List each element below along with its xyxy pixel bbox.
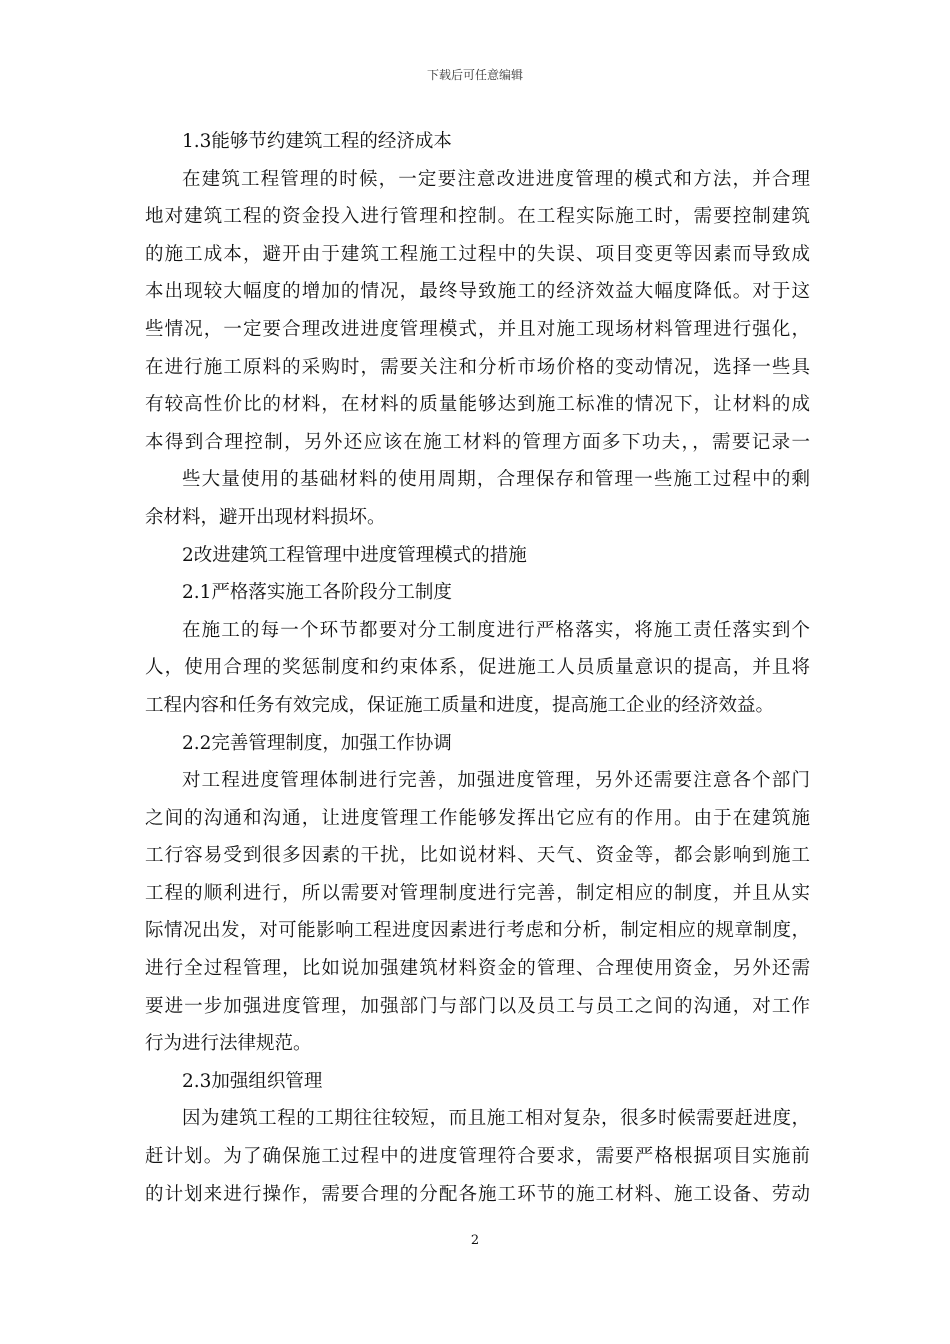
section-heading-1-3: 1.3能够节约建筑工程的经济成本 — [182, 131, 452, 152]
page-header: 下载后可任意编辑 — [426, 68, 523, 82]
paragraph-line: 有较高性价比的材料，在材料的质量能够达到施工标准的情况下，让材料的成 — [145, 394, 810, 416]
paragraph-line: 进行全过程管理，比如说加强建筑材料资金的管理、合理使用资金，另外还需 — [145, 958, 810, 980]
paragraph-line: 的施工成本，避开由于建筑工程施工过程中的失误、项目变更等因素而导致成 — [145, 243, 810, 265]
paragraph-line: 地对建筑工程的资金投入进行管理和控制。在工程实际施工时，需要控制建筑 — [145, 206, 810, 228]
paragraph-line: 些情况，一定要合理改进进度管理模式，并且对施工现场材料管理进行强化， — [145, 318, 810, 340]
paragraph-line: 工行容易受到很多因素的干扰，比如说材料、天气、资金等，都会影响到施工 — [145, 845, 810, 867]
paragraph-line: 人，使用合理的奖惩制度和约束体系，促进施工人员质量意识的提高，并且将 — [145, 657, 810, 679]
paragraph-line: 要进一步加强进度管理，加强部门与部门以及员工与员工之间的沟通，对工作 — [145, 995, 810, 1017]
section-heading-2-3: 2.3加强组织管理 — [182, 1070, 323, 1092]
paragraph-line: 因为建筑工程的工期往往较短，而且施工相对复杂，很多时候需要赶进度， — [182, 1108, 810, 1130]
paragraph-line: 在建筑工程管理的时候，一定要注意改进进度管理的模式和方法，并合理 — [182, 168, 810, 190]
section-heading-2: 2改进建筑工程管理中进度管理模式的措施 — [182, 544, 527, 566]
section-heading-2-2: 2.2完善管理制度，加强工作协调 — [182, 732, 452, 754]
paragraph-line: 本得到合理控制，另外还应该在施工材料的管理方面多下功夫，，需要记录一 — [145, 431, 810, 453]
paragraph-line: 本出现较大幅度的增加的情况，最终导致施工的经济效益大幅度降低。对于这 — [145, 281, 810, 303]
paragraph-line: 在进行施工原料的采购时，需要关注和分析市场价格的变动情况，选择一些具 — [145, 356, 810, 378]
paragraph-line: 工程内容和任务有效完成，保证施工质量和进度，提高施工企业的经济效益。 — [145, 694, 775, 716]
paragraph-line: 赶计划。为了确保施工过程中的进度管理符合要求，需要严格根据项目实施前 — [145, 1146, 810, 1168]
paragraph-line: 工程的顺利进行，所以需要对管理制度进行完善，制定相应的制度，并且从实 — [145, 882, 810, 904]
section-heading-2-1: 2.1严格落实施工各阶段分工制度 — [182, 582, 452, 604]
page-number: 2 — [470, 1233, 480, 1248]
paragraph-line: 对工程进度管理体制进行完善，加强进度管理，另外还需要注意各个部门 — [182, 770, 810, 792]
paragraph-line: 在施工的每一个环节都要对分工制度进行严格落实，将施工责任落实到个 — [182, 619, 810, 641]
paragraph-line: 行为进行法律规范。 — [145, 1033, 312, 1055]
paragraph-line: 余材料，避开出现材料损坏。 — [145, 506, 386, 528]
paragraph-line: 之间的沟通和沟通，让进度管理工作能够发挥出它应有的作用。由于在建筑施 — [145, 807, 810, 829]
body-text — [145, 123, 810, 1213]
paragraph-line: 些大量使用的基础材料的使用周期，合理保存和管理一些施工过程中的剩 — [182, 469, 810, 491]
paragraph-line: 际情况出发，对可能影响工程进度因素进行考虑和分析，制定相应的规章制度， — [145, 920, 810, 942]
paragraph-line: 的计划来进行操作，需要合理的分配各施工环节的施工材料、施工设备、劳动 — [145, 1183, 810, 1205]
